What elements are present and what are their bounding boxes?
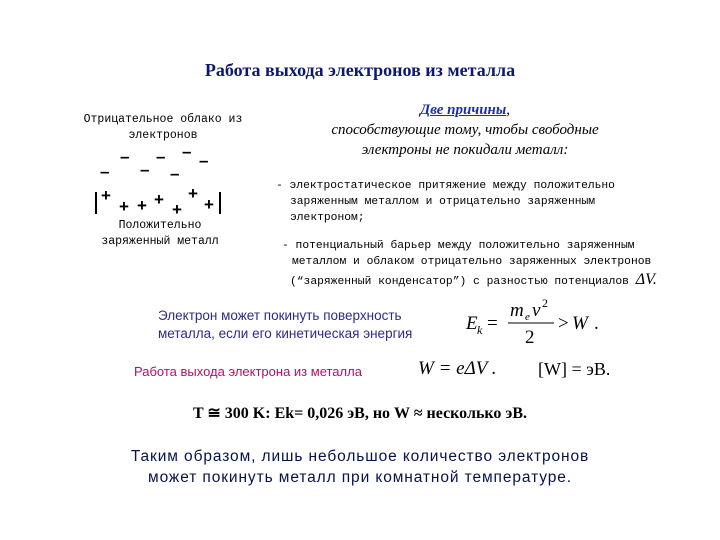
plus-sign: + bbox=[172, 200, 182, 219]
causes-heading-comma: , bbox=[506, 102, 511, 118]
minus-sign: – bbox=[182, 142, 192, 161]
condition-text bbox=[158, 307, 458, 343]
page-title: Работа выхода электронов из металла bbox=[204, 60, 516, 80]
cloud-label: Отрицательное облако из электронов bbox=[83, 113, 243, 142]
metal-wall-left bbox=[95, 192, 97, 214]
svg-text:2: 2 bbox=[542, 296, 548, 310]
svg-text:e: e bbox=[525, 311, 530, 323]
work-function-label: Работа выхода электрона из металла bbox=[134, 364, 362, 379]
cause-bullet-1 bbox=[276, 178, 676, 226]
conclusion-line-1: Таким образом, лишь небольшое количество электронов bbox=[130, 448, 590, 465]
conclusion-line-2: может покинуть металл при комнатной температуре. bbox=[148, 469, 572, 486]
svg-text:W: W bbox=[572, 313, 588, 334]
temperature-line: T ≅ 300 K: Ek= 0,026 эВ, но W ≈ несколько эВ. bbox=[193, 405, 527, 422]
minus-sign: – bbox=[140, 160, 150, 179]
plus-sign: + bbox=[119, 197, 129, 216]
svg-text:k: k bbox=[477, 323, 483, 337]
work-function-unit: [W] = эВ. bbox=[538, 359, 611, 379]
minus-sign: – bbox=[170, 164, 180, 183]
plus-sign: + bbox=[101, 186, 111, 205]
cause-bullet-2 bbox=[282, 238, 702, 290]
svg-text:2: 2 bbox=[525, 327, 535, 348]
metal-label: Положительно заряженный металл bbox=[101, 219, 219, 248]
causes-heading-line-2: способствующие тому, чтобы свободные bbox=[331, 122, 599, 138]
plus-sign: + bbox=[137, 196, 147, 215]
svg-text:>: > bbox=[558, 313, 569, 334]
causes-heading-underlined: Две причины bbox=[419, 102, 507, 118]
plus-sign: + bbox=[204, 195, 214, 214]
minus-sign: – bbox=[100, 162, 110, 181]
kinetic-energy-formula bbox=[462, 296, 612, 348]
svg-text:E: E bbox=[466, 313, 478, 334]
svg-text:m: m bbox=[510, 300, 524, 321]
cause-bullet-1-line-3: электроном; bbox=[290, 212, 365, 224]
condition-line-2: металла, если его кинетическая энергия bbox=[158, 326, 413, 341]
work-function-formula: W = eΔV . bbox=[418, 358, 497, 379]
minus-sign: – bbox=[120, 147, 130, 166]
minus-sign: – bbox=[156, 147, 166, 166]
cause-bullet-1-line-1: - электростатическое притяжение между положительно bbox=[276, 180, 615, 192]
svg-text:v: v bbox=[532, 300, 541, 321]
plus-sign: + bbox=[188, 184, 198, 203]
plus-sign: + bbox=[154, 190, 164, 209]
conclusion bbox=[60, 446, 660, 488]
condition-line-1: Электрон может покинуть поверхность bbox=[158, 308, 402, 323]
minus-sign: – bbox=[199, 151, 209, 170]
svg-text:=: = bbox=[487, 313, 498, 334]
causes-heading-line-3: электроны не покидали металл: bbox=[361, 142, 569, 158]
cause-bullet-2-line-2: металлом и облаком отрицательно заряженных электронов bbox=[292, 256, 652, 268]
cause-bullet-2-line-1: - потенциальный барьер между положительно заряженным bbox=[282, 240, 635, 252]
metal-wall-right bbox=[219, 192, 221, 214]
delta-v-symbol: ΔV. bbox=[635, 271, 657, 288]
cause-bullet-2-line-3: (“заряженный конденсатор”) с разностью потенциалов bbox=[290, 276, 629, 288]
causes-heading bbox=[280, 100, 650, 160]
cause-bullet-1-line-2: заряженным металлом и отрицательно заряженным bbox=[290, 196, 596, 208]
svg-text:.: . bbox=[594, 313, 599, 334]
